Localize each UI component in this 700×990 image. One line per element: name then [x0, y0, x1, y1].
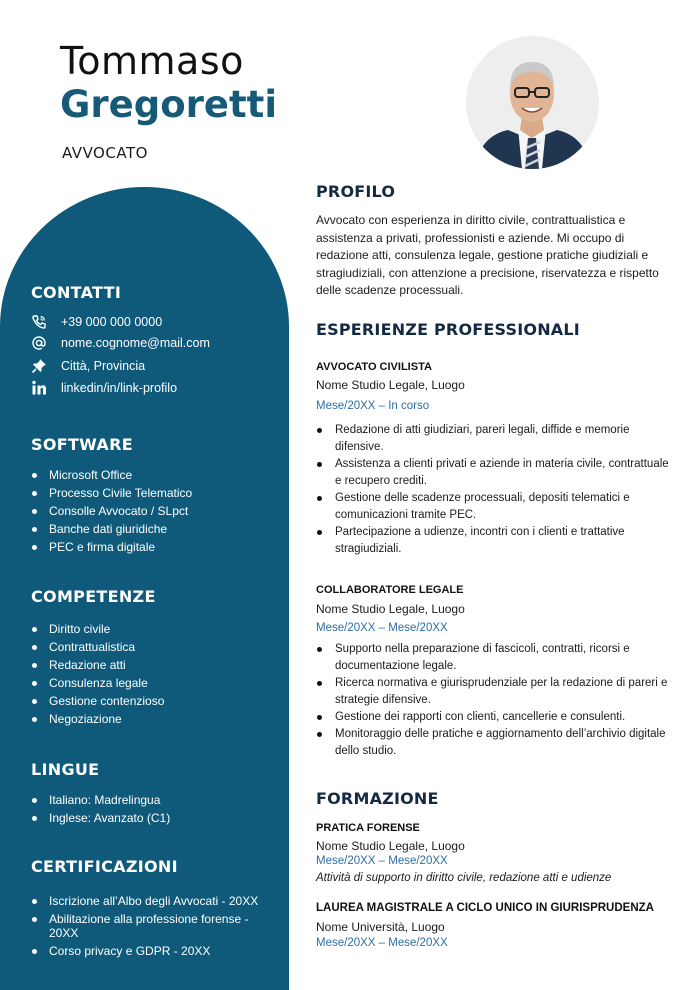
profile-summary: Avvocato con esperienza in diritto civile, contrattualistica e assistenza a privati, professionisti e aziende. Mi occupo di redazione atti, consulenza legale, gestione pratiche giudiziali e stragiudiziali, con attenzione a precisione, riservatezza e rispetto delle scadenze processuali.	[316, 213, 659, 297]
list-item: Negoziazione	[31, 710, 271, 728]
education-place: Nome Studio Legale, Luogo	[316, 839, 465, 853]
list-item: Banche dati giuridiche	[31, 520, 271, 538]
job-role: COLLABORATORE LEGALE	[316, 584, 464, 596]
list-item: Consolle Avvocato / SLpct	[31, 502, 271, 520]
list-item: Redazione di atti giudiziari, pareri legali, diffide e memorie difensive.	[316, 422, 678, 456]
list-item: Diritto civile	[31, 620, 271, 638]
skills-list	[31, 620, 271, 728]
skills-heading: COMPETENZE	[31, 587, 156, 606]
phone-icon	[30, 313, 48, 331]
education-heading: FORMAZIONE	[316, 789, 439, 808]
job-place: Nome Studio Legale, Luogo	[316, 378, 465, 392]
contact-email[interactable]	[30, 333, 210, 353]
contact-linkedin[interactable]	[30, 378, 177, 398]
list-item: Supporto nella preparazione di fascicoli, contratti, ricorsi e documentazione legale.	[316, 641, 678, 675]
profile-photo	[466, 36, 599, 169]
list-item: Ricerca normativa e giurisprudenziale per la redazione di pareri e strategie difensive.	[316, 675, 678, 709]
list-item: Redazione atti	[31, 656, 271, 674]
linkedin-link: linkedin/in/link-profilo	[61, 381, 178, 395]
profile-heading: PROFILO	[316, 182, 396, 201]
list-item: Contrattualistica	[31, 638, 271, 656]
languages-list	[31, 791, 271, 827]
list-item: Processo Civile Telematico	[31, 484, 271, 502]
list-item: Gestione dei rapporti con clienti, cancellerie e consulenti.	[316, 709, 678, 726]
list-item: Gestione delle scadenze processuali, depositi telematici e comunicazioni tramite PEC.	[316, 490, 678, 524]
job-duties-list	[316, 641, 678, 760]
education-dates: Mese/20XX – Mese/20XX	[316, 855, 448, 867]
education-place: Nome Università, Luogo	[316, 920, 445, 934]
list-item: Italiano: Madrelingua	[31, 791, 271, 809]
email-address: nome.cognome@mail.com	[61, 336, 210, 350]
job-place: Nome Studio Legale, Luogo	[316, 602, 465, 616]
contact-phone[interactable]	[30, 312, 162, 332]
list-item: Partecipazione a udienze, incontri con i clienti e trattative stragiudiziali.	[316, 524, 678, 558]
list-item: Assistenza a clienti privati e aziende in materia civile, contrattuale e recupero crediti.	[316, 456, 678, 490]
last-name: Gregoretti	[60, 83, 278, 126]
job-duties-list	[316, 422, 678, 558]
education-title: LAUREA MAGISTRALE A CICLO UNICO IN GIURISPRUDENZA	[316, 902, 654, 914]
list-item: Iscrizione all’Albo degli Avvocati - 20XX	[31, 894, 271, 909]
pin-icon	[30, 357, 48, 375]
job-title: AVVOCATO	[62, 144, 148, 162]
education-dates: Mese/20XX – Mese/20XX	[316, 937, 448, 949]
contacts-heading: CONTATTI	[31, 283, 122, 302]
experience-heading: ESPERIENZE PROFESSIONALI	[316, 320, 580, 339]
first-name: Tommaso	[60, 39, 244, 83]
certifications-heading: CERTIFICAZIONI	[31, 857, 178, 876]
education-title: PRATICA FORENSE	[316, 822, 420, 834]
at-icon	[30, 334, 48, 352]
portrait-illustration	[466, 36, 599, 169]
list-item: Monitoraggio delle pratiche e aggiornamento dell’archivio digitale dello studio.	[316, 726, 678, 760]
location: Città, Provincia	[61, 359, 146, 373]
languages-heading: LINGUE	[31, 760, 100, 779]
list-item: Gestione contenzioso	[31, 692, 271, 710]
list-item: PEC e firma digitale	[31, 538, 271, 556]
contact-location	[30, 356, 145, 376]
software-heading: SOFTWARE	[31, 435, 133, 454]
education-note: Attività di supporto in diritto civile, redazione atti e udienze	[316, 872, 612, 884]
software-list	[31, 466, 271, 556]
list-item: Consulenza legale	[31, 674, 271, 692]
job-dates: Mese/20XX – Mese/20XX	[316, 622, 448, 634]
list-item: Inglese: Avanzato (C1)	[31, 809, 271, 827]
certifications-list	[31, 894, 271, 961]
linkedin-icon	[30, 379, 48, 397]
job-dates: Mese/20XX – In corso	[316, 400, 430, 412]
job-role: AVVOCATO CIVILISTA	[316, 361, 432, 373]
list-item: Corso privacy e GDPR - 20XX	[31, 944, 271, 959]
list-item: Abilitazione alla professione forense - 20XX	[31, 912, 271, 941]
phone-number: +39 000 000 0000	[61, 315, 163, 329]
list-item: Microsoft Office	[31, 466, 271, 484]
